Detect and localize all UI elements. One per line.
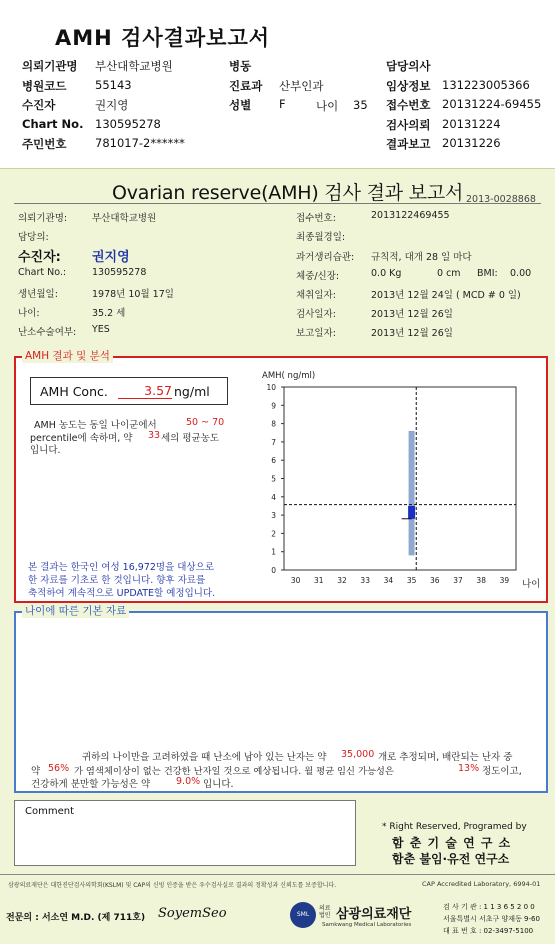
weight-label: 체중/신장: xyxy=(296,271,340,282)
report-date-label: 보고일자: xyxy=(296,328,336,339)
remaining-eggs: 35,000 xyxy=(341,749,375,760)
bmi-value: 0.00 xyxy=(510,268,532,279)
last-period-label: 최종월경일: xyxy=(296,232,346,243)
amh-desc-2: percentile에 속하며, 약 xyxy=(30,433,133,444)
age-summary-1a: 귀하의 나이만을 고려하였을 때 난소에 남아 있는 난자는 약 xyxy=(82,752,327,763)
top-row-1-value-c: 131223005366 xyxy=(442,77,530,92)
report-id: 2013-0028868 xyxy=(466,194,536,205)
patient-value: 권지영 xyxy=(92,250,130,265)
amh-x-tick-label: 36 xyxy=(430,576,440,585)
patient-label: 수진자: xyxy=(18,250,61,265)
amh-x-tick-label: 31 xyxy=(314,576,324,585)
amh-x-tick-label: 34 xyxy=(383,576,394,585)
lab-license: 검 사 기 관 : 1 1 3 6 5 2 0 0 xyxy=(443,903,535,911)
amh-desc-4: 입니다. xyxy=(30,445,61,456)
top-row-0-label-c: 담당의사 xyxy=(386,59,431,73)
amh-y-tick-label: 7 xyxy=(271,437,276,447)
amh-y-tick-label: 5 xyxy=(271,474,276,484)
cycle-label: 과거생리습관: xyxy=(296,252,355,263)
amh-x-tick-label: 30 xyxy=(290,576,301,585)
amh-x-tick-label: 35 xyxy=(406,576,417,585)
dob-label: 생년월일: xyxy=(18,289,58,300)
amh-y-tick-label: 8 xyxy=(271,419,276,429)
top-row-1-label-b: 진료과 xyxy=(229,78,263,93)
top-row-0-label-a: 의뢰기관명 xyxy=(22,59,78,73)
institution-value: 부산대학교병원 xyxy=(92,213,157,224)
receipt-value: 2013122469455 xyxy=(371,210,450,221)
comment-label: Comment xyxy=(25,806,74,817)
chart-label: Chart No.: xyxy=(18,267,67,278)
top-row-3-value-a: 130595278 xyxy=(95,116,161,131)
age-label-report: 나이: xyxy=(18,308,40,319)
amh-y-tick-label: 6 xyxy=(271,456,276,466)
chart-value: 130595278 xyxy=(92,267,147,278)
foundation-name: 삼광의료재단 xyxy=(336,907,412,922)
top-row-1-value-b: 산부인과 xyxy=(279,78,324,93)
top-row-4-label-a: 주민번호 xyxy=(22,137,67,151)
lab-phone: 대 표 번 호 : 02-3497-5100 xyxy=(443,927,534,935)
doctor-label: 담당의: xyxy=(18,232,49,243)
amh-y-tick-label: 10 xyxy=(266,383,276,392)
cap-accreditation: CAP Accredited Laboratory, 6994-01 xyxy=(422,880,541,888)
amh-x-tick-label: 33 xyxy=(360,576,370,585)
top-row-4-label-c: 결과보고 xyxy=(386,137,431,151)
foundation-small-label: 의료 법인 xyxy=(319,905,331,919)
age-summary-3b: 입니다. xyxy=(203,779,234,790)
top-row-0-value-a: 부산대학교병원 xyxy=(95,59,173,73)
top-row-1-label-c: 임상정보 xyxy=(386,78,431,93)
height-value: 0 cm xyxy=(437,268,461,279)
age-summary-1b: 개로 추정되며, 배란되는 난자 중 xyxy=(378,752,513,763)
age-value: 35 xyxy=(353,98,368,112)
page-title: AMH 검사결과보고서 xyxy=(55,26,271,50)
top-row-2-value-c: 20131224-69455 xyxy=(442,97,542,111)
amh-y-tick-label: 3 xyxy=(271,511,276,521)
lab-address: 서울특별시 서초구 양재동 9-60 xyxy=(443,915,540,923)
age-value-report: 35.2 세 xyxy=(92,308,126,319)
age-summary-2a: 약 xyxy=(31,766,41,777)
report-date-value: 2013년 12월 26일 xyxy=(371,328,453,339)
amh-y-tick-label: 2 xyxy=(271,529,276,539)
specialist-name: 전문의 : 서소연 M.D. (제 711호) xyxy=(6,913,146,923)
amh-x-tick-label: 37 xyxy=(453,576,463,585)
draw-date-label: 채취일자: xyxy=(296,290,336,301)
normal-egg-pct: 56% xyxy=(48,763,70,774)
birth-pct: 9.0% xyxy=(176,776,201,787)
cycle-value: 규칙적, 대개 28 일 마다 xyxy=(371,252,472,263)
amh-chart-frame xyxy=(284,387,516,570)
amh-percentile-range: 50 ~ 70 xyxy=(186,417,225,428)
draw-date-value: 2013년 12월 24일 ( MCD # 0 일) xyxy=(371,290,521,301)
amh-x-axis-label: 나이 xyxy=(522,579,541,590)
age-summary-2b: 가 염색체이상이 없는 건강한 난자일 것으로 예상됩니다. 월 평균 임신 가능성은 xyxy=(74,766,394,777)
age-label: 나이 xyxy=(316,99,339,113)
accreditation-note: 삼광의료재단은 대한진단검사의학회(KSLM) 및 CAP의 신빙 인증을 받은 우수검사실로 결과의 정확성과 신뢰도를 보증합니다. xyxy=(8,882,337,889)
age-info-title: 나이에 따른 기본 자료 xyxy=(22,603,129,618)
copyright-line-3: 함춘 불임·유전 연구소 xyxy=(392,852,510,866)
amh-x-tick-label: 38 xyxy=(476,576,486,585)
amh-y-tick-label: 9 xyxy=(271,401,276,411)
amh-conc-value: 3.57 xyxy=(118,383,172,399)
pregnancy-pct: 13% xyxy=(458,763,480,774)
footer-divider xyxy=(0,874,555,875)
receipt-label: 접수번호: xyxy=(296,213,336,224)
bmi-label: BMI: xyxy=(477,268,498,279)
top-row-3-label-c: 검사의뢰 xyxy=(386,117,431,132)
amh-x-tick-label: 32 xyxy=(337,576,347,585)
top-row-0-label-b: 병동 xyxy=(229,59,252,73)
amh-chart-title: AMH( ng/ml) xyxy=(262,371,316,381)
surgery-label: 난소수술여부: xyxy=(18,327,77,338)
amh-note-3: 축적하여 계속적으로 UPDATE할 예정입니다. xyxy=(28,588,216,599)
surgery-value: YES xyxy=(92,324,110,335)
foundation-logo: SML xyxy=(290,902,316,928)
top-row-1-value-a: 55143 xyxy=(95,77,132,92)
amh-y-tick-label: 1 xyxy=(271,547,276,557)
top-row-2-value-b: F xyxy=(279,97,286,111)
top-row-2-label-c: 접수번호 xyxy=(386,98,431,112)
amh-x-tick-label: 39 xyxy=(499,576,510,585)
top-row-2-label-b: 성별 xyxy=(229,98,252,112)
copyright-line-2: 함 춘 기 술 연 구 소 xyxy=(392,836,512,850)
amh-desc-1: AMH 농도는 동일 나이군에서 xyxy=(34,420,157,431)
dob-value: 1978년 10월 17일 xyxy=(92,289,174,300)
foundation-name-en: Samkwang Medical Laboratories xyxy=(322,922,412,928)
amh-conc-unit: ng/ml xyxy=(174,384,210,399)
weight-value: 0.0 Kg xyxy=(371,268,402,279)
amh-note-1: 본 결과는 한국인 여성 16,972명을 대상으로 xyxy=(28,562,214,573)
top-row-2-value-a: 권지영 xyxy=(95,98,129,112)
institution-label: 의뢰기관명: xyxy=(18,213,68,224)
amh-y-tick-label: 4 xyxy=(271,492,276,502)
amh-conc-label: AMH Conc. xyxy=(40,384,108,399)
top-row-1-label-a: 병원코드 xyxy=(22,78,67,93)
amh-section-title: AMH 결과 및 분석 xyxy=(22,348,113,363)
test-date-value: 2013년 12월 26일 xyxy=(371,309,453,320)
specialist-signature: SoyemSeo xyxy=(158,906,227,921)
amh-y-tick-label: 0 xyxy=(271,566,276,575)
report-title: Ovarian reserve(AMH) 검사 결과 보고서 xyxy=(112,182,464,204)
amh-equiv-age: 33 xyxy=(148,430,161,441)
test-date-label: 검사일자: xyxy=(296,309,336,320)
amh-desc-3: 세의 평균농도 xyxy=(161,433,220,444)
amh-note-2: 한 자료를 기초로 한 것입니다. 향후 자료를 xyxy=(28,575,206,586)
amh-age-iqr-box xyxy=(408,506,415,519)
top-row-4-value-a: 781017-2****** xyxy=(95,136,185,150)
top-row-4-value-c: 20131226 xyxy=(442,136,501,150)
copyright-line-1: * Right Reserved, Programed by xyxy=(382,822,527,832)
amh-age-range-bar xyxy=(409,431,415,555)
top-row-3-label-a: Chart No. xyxy=(22,116,84,131)
age-summary-3a: 건강하게 분만할 가능성은 약 xyxy=(31,779,151,790)
age-summary-2c: 정도이고, xyxy=(482,766,522,777)
top-row-2-label-a: 수진자 xyxy=(22,98,56,112)
top-row-3-value-c: 20131224 xyxy=(442,116,501,131)
